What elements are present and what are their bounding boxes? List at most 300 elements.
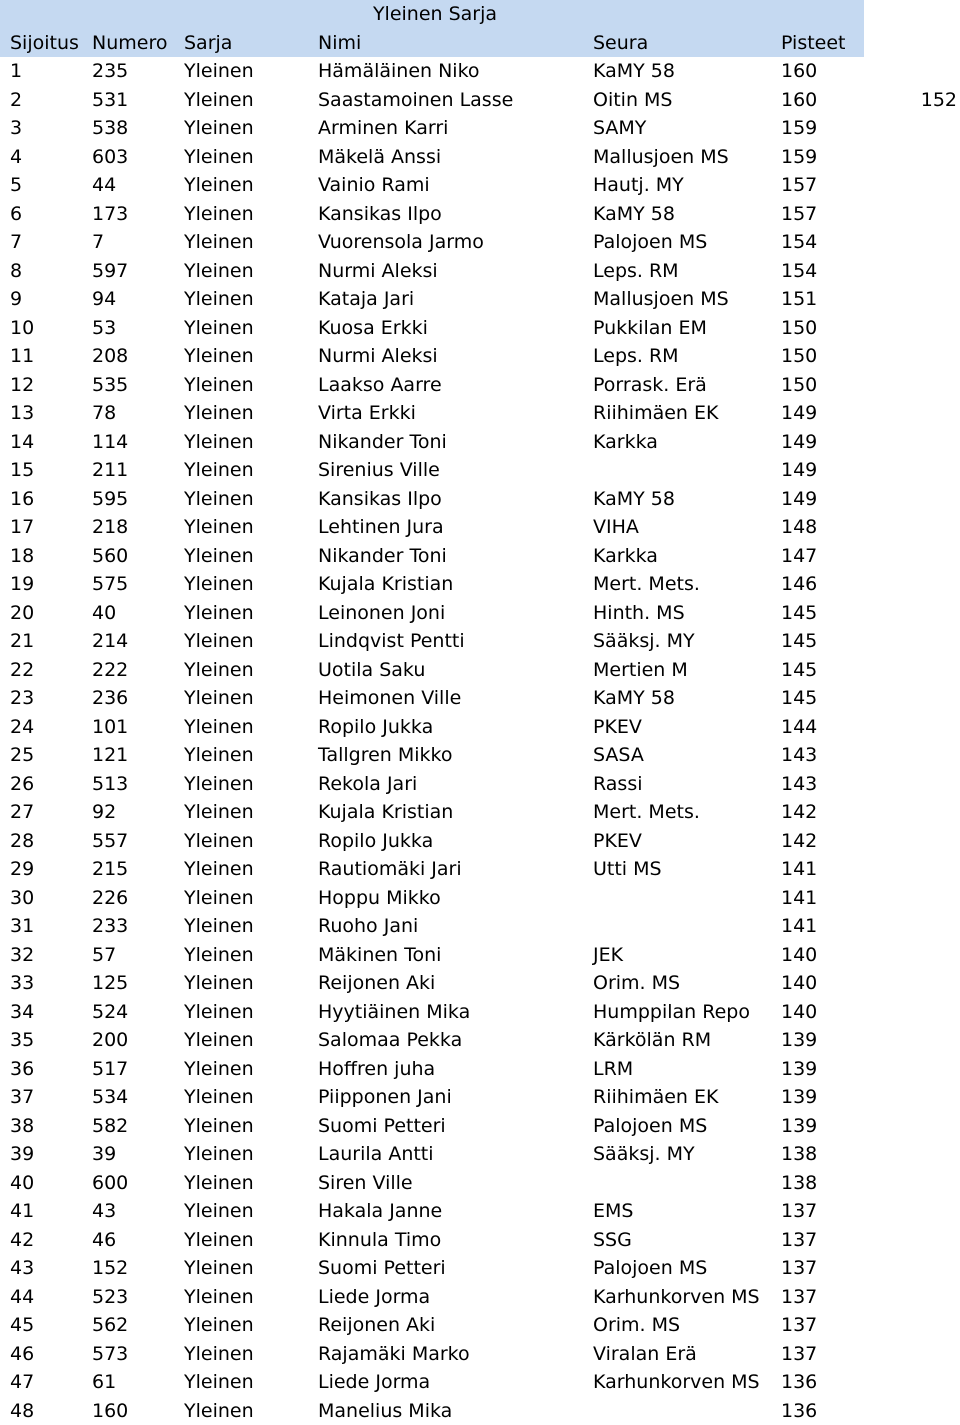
rank-cell: 26	[10, 770, 34, 799]
name-cell: Heimonen Ville	[318, 684, 461, 713]
rank-cell: 37	[10, 1083, 34, 1112]
name-cell: Hoffren juha	[318, 1055, 435, 1084]
name-cell: Ropilo Jukka	[318, 827, 433, 856]
class-cell: Yleinen	[184, 86, 254, 115]
rank-cell: 15	[10, 456, 34, 485]
class-cell: Yleinen	[184, 228, 254, 257]
club-cell: Palojoen MS	[593, 1112, 707, 1141]
club-cell: Orim. MS	[593, 969, 680, 998]
name-cell: Arminen Karri	[318, 114, 448, 143]
name-cell: Leinonen Joni	[318, 599, 445, 628]
club-cell: SAMY	[593, 114, 646, 143]
points-cell: 142	[781, 798, 817, 827]
club-cell: Rassi	[593, 770, 643, 799]
name-cell: Kataja Jari	[318, 285, 414, 314]
club-cell: Porrask. Erä	[593, 371, 707, 400]
name-cell: Suomi Petteri	[318, 1112, 446, 1141]
sheet-title: Yleinen Sarja	[0, 0, 870, 29]
rank-cell: 4	[10, 143, 22, 172]
class-cell: Yleinen	[184, 171, 254, 200]
name-cell: Nurmi Aleksi	[318, 257, 438, 286]
club-cell: JEK	[593, 941, 623, 970]
number-cell: 562	[92, 1311, 128, 1340]
club-cell: Oitin MS	[593, 86, 673, 115]
number-cell: 39	[92, 1140, 116, 1169]
points-cell: 148	[781, 513, 817, 542]
club-cell: KaMY 58	[593, 684, 675, 713]
number-cell: 524	[92, 998, 128, 1027]
table-row	[0, 855, 960, 884]
points-cell: 138	[781, 1169, 817, 1198]
club-cell: Sääksj. MY	[593, 627, 695, 656]
class-cell: Yleinen	[184, 599, 254, 628]
class-cell: Yleinen	[184, 456, 254, 485]
points-cell: 137	[781, 1283, 817, 1312]
name-cell: Piipponen Jani	[318, 1083, 452, 1112]
points-cell: 137	[781, 1197, 817, 1226]
points-cell: 140	[781, 941, 817, 970]
table-row	[0, 1340, 960, 1369]
points-cell: 137	[781, 1226, 817, 1255]
name-cell: Vainio Rami	[318, 171, 430, 200]
name-cell: Hakala Janne	[318, 1197, 442, 1226]
table-row	[0, 770, 960, 799]
club-cell: Karhunkorven MS	[593, 1368, 760, 1397]
table-row	[0, 884, 960, 913]
class-cell: Yleinen	[184, 713, 254, 742]
points-cell: 145	[781, 656, 817, 685]
name-cell: Kansikas Ilpo	[318, 200, 442, 229]
club-cell: Humppilan Repo	[593, 998, 750, 1027]
class-cell: Yleinen	[184, 1140, 254, 1169]
name-cell: Nurmi Aleksi	[318, 342, 438, 371]
name-cell: Manelius Mika	[318, 1397, 452, 1425]
class-cell: Yleinen	[184, 285, 254, 314]
class-cell: Yleinen	[184, 798, 254, 827]
table-row	[0, 656, 960, 685]
table-row	[0, 741, 960, 770]
name-cell: Saastamoinen Lasse	[318, 86, 513, 115]
club-cell: Mallusjoen MS	[593, 143, 729, 172]
rank-cell: 40	[10, 1169, 34, 1198]
number-cell: 173	[92, 200, 128, 229]
name-cell: Uotila Saku	[318, 656, 425, 685]
number-cell: 575	[92, 570, 128, 599]
number-cell: 121	[92, 741, 128, 770]
points-cell: 150	[781, 314, 817, 343]
rank-cell: 27	[10, 798, 34, 827]
points-cell: 141	[781, 912, 817, 941]
name-cell: Sirenius Ville	[318, 456, 440, 485]
points-cell: 139	[781, 1055, 817, 1084]
table-row	[0, 1083, 960, 1112]
number-cell: 61	[92, 1368, 116, 1397]
club-cell: VIHA	[593, 513, 639, 542]
points-cell: 160	[781, 86, 817, 115]
table-row	[0, 171, 960, 200]
number-cell: 7	[92, 228, 104, 257]
table-row	[0, 257, 960, 286]
table-row	[0, 1112, 960, 1141]
name-cell: Liede Jorma	[318, 1283, 430, 1312]
points-cell: 145	[781, 627, 817, 656]
points-cell: 150	[781, 342, 817, 371]
number-cell: 235	[92, 57, 128, 86]
class-cell: Yleinen	[184, 1112, 254, 1141]
rank-cell: 23	[10, 684, 34, 713]
table-row	[0, 86, 960, 115]
stray-value-cell: 152	[921, 86, 957, 115]
points-cell: 140	[781, 969, 817, 998]
class-cell: Yleinen	[184, 941, 254, 970]
name-cell: Suomi Petteri	[318, 1254, 446, 1283]
table-row	[0, 570, 960, 599]
class-cell: Yleinen	[184, 770, 254, 799]
class-cell: Yleinen	[184, 1283, 254, 1312]
number-cell: 535	[92, 371, 128, 400]
number-cell: 152	[92, 1254, 128, 1283]
class-cell: Yleinen	[184, 741, 254, 770]
club-cell: KaMY 58	[593, 200, 675, 229]
number-cell: 78	[92, 399, 116, 428]
name-cell: Rekola Jari	[318, 770, 417, 799]
rank-cell: 48	[10, 1397, 34, 1425]
name-cell: Reijonen Aki	[318, 969, 435, 998]
table-row	[0, 1368, 960, 1397]
rank-cell: 42	[10, 1226, 34, 1255]
number-cell: 46	[92, 1226, 116, 1255]
rank-cell: 24	[10, 713, 34, 742]
club-cell: Karkka	[593, 542, 658, 571]
number-cell: 125	[92, 969, 128, 998]
club-cell: Utti MS	[593, 855, 662, 884]
rank-cell: 30	[10, 884, 34, 913]
table-row	[0, 114, 960, 143]
table-row	[0, 371, 960, 400]
name-cell: Lehtinen Jura	[318, 513, 444, 542]
number-cell: 573	[92, 1340, 128, 1369]
table-row	[0, 1226, 960, 1255]
number-cell: 200	[92, 1026, 128, 1055]
table-row	[0, 827, 960, 856]
table-row	[0, 143, 960, 172]
club-cell: Orim. MS	[593, 1311, 680, 1340]
column-header-nimi: Nimi	[318, 29, 361, 58]
rank-cell: 9	[10, 285, 22, 314]
club-cell: Leps. RM	[593, 257, 679, 286]
table-row	[0, 485, 960, 514]
column-header-sijoitus: Sijoitus	[10, 29, 79, 58]
rank-cell: 47	[10, 1368, 34, 1397]
class-cell: Yleinen	[184, 656, 254, 685]
name-cell: Kujala Kristian	[318, 798, 453, 827]
name-cell: Laakso Aarre	[318, 371, 442, 400]
club-cell: Karkka	[593, 428, 658, 457]
club-cell: Karhunkorven MS	[593, 1283, 760, 1312]
table-row	[0, 456, 960, 485]
number-cell: 40	[92, 599, 116, 628]
club-cell: Mert. Mets.	[593, 798, 700, 827]
class-cell: Yleinen	[184, 1397, 254, 1425]
rank-cell: 31	[10, 912, 34, 941]
name-cell: Rajamäki Marko	[318, 1340, 470, 1369]
class-cell: Yleinen	[184, 1311, 254, 1340]
number-cell: 531	[92, 86, 128, 115]
points-cell: 137	[781, 1340, 817, 1369]
table-row	[0, 1169, 960, 1198]
points-cell: 159	[781, 114, 817, 143]
class-cell: Yleinen	[184, 257, 254, 286]
rank-cell: 13	[10, 399, 34, 428]
points-cell: 146	[781, 570, 817, 599]
class-cell: Yleinen	[184, 371, 254, 400]
class-cell: Yleinen	[184, 855, 254, 884]
club-cell: Sääksj. MY	[593, 1140, 695, 1169]
table-row	[0, 1140, 960, 1169]
table-row	[0, 998, 960, 1027]
table-row	[0, 1055, 960, 1084]
class-cell: Yleinen	[184, 57, 254, 86]
rank-cell: 18	[10, 542, 34, 571]
rank-cell: 2	[10, 86, 22, 115]
table-row	[0, 912, 960, 941]
rank-cell: 41	[10, 1197, 34, 1226]
name-cell: Kinnula Timo	[318, 1226, 441, 1255]
points-cell: 157	[781, 200, 817, 229]
column-header-sarja: Sarja	[184, 29, 232, 58]
rank-cell: 25	[10, 741, 34, 770]
table-row	[0, 342, 960, 371]
club-cell: Kärkölän RM	[593, 1026, 711, 1055]
table-row	[0, 1197, 960, 1226]
name-cell: Hämäläinen Niko	[318, 57, 480, 86]
name-cell: Mäkinen Toni	[318, 941, 441, 970]
points-cell: 139	[781, 1112, 817, 1141]
class-cell: Yleinen	[184, 1197, 254, 1226]
number-cell: 57	[92, 941, 116, 970]
name-cell: Ruoho Jani	[318, 912, 418, 941]
club-cell: SASA	[593, 741, 644, 770]
table-row	[0, 1311, 960, 1340]
number-cell: 215	[92, 855, 128, 884]
number-cell: 211	[92, 456, 128, 485]
header-row	[0, 29, 960, 58]
rank-cell: 14	[10, 428, 34, 457]
rank-cell: 16	[10, 485, 34, 514]
table-row	[0, 713, 960, 742]
table-row	[0, 399, 960, 428]
club-cell: PKEV	[593, 713, 642, 742]
name-cell: Hoppu Mikko	[318, 884, 441, 913]
name-cell: Laurila Antti	[318, 1140, 434, 1169]
class-cell: Yleinen	[184, 570, 254, 599]
rank-cell: 44	[10, 1283, 34, 1312]
name-cell: Nikander Toni	[318, 428, 447, 457]
club-cell: Hinth. MS	[593, 599, 685, 628]
class-cell: Yleinen	[184, 1026, 254, 1055]
points-cell: 142	[781, 827, 817, 856]
number-cell: 233	[92, 912, 128, 941]
class-cell: Yleinen	[184, 314, 254, 343]
name-cell: Lindqvist Pentti	[318, 627, 465, 656]
points-cell: 151	[781, 285, 817, 314]
rank-cell: 8	[10, 257, 22, 286]
points-cell: 149	[781, 428, 817, 457]
number-cell: 513	[92, 770, 128, 799]
rank-cell: 21	[10, 627, 34, 656]
rank-cell: 10	[10, 314, 34, 343]
number-cell: 557	[92, 827, 128, 856]
class-cell: Yleinen	[184, 542, 254, 571]
club-cell: Palojoen MS	[593, 228, 707, 257]
rank-cell: 46	[10, 1340, 34, 1369]
table-row	[0, 798, 960, 827]
table-row	[0, 542, 960, 571]
rank-cell: 29	[10, 855, 34, 884]
class-cell: Yleinen	[184, 627, 254, 656]
rank-cell: 43	[10, 1254, 34, 1283]
rank-cell: 11	[10, 342, 34, 371]
points-cell: 141	[781, 855, 817, 884]
number-cell: 44	[92, 171, 116, 200]
rank-cell: 19	[10, 570, 34, 599]
class-cell: Yleinen	[184, 1083, 254, 1112]
rank-cell: 33	[10, 969, 34, 998]
club-cell: Palojoen MS	[593, 1254, 707, 1283]
club-cell: Hautj. MY	[593, 171, 684, 200]
points-cell: 143	[781, 741, 817, 770]
table-row	[0, 941, 960, 970]
points-cell: 136	[781, 1368, 817, 1397]
column-header-numero: Numero	[92, 29, 167, 58]
class-cell: Yleinen	[184, 513, 254, 542]
number-cell: 603	[92, 143, 128, 172]
club-cell: Viralan Erä	[593, 1340, 697, 1369]
column-header-pisteet: Pisteet	[781, 29, 846, 58]
points-cell: 149	[781, 456, 817, 485]
name-cell: Kansikas Ilpo	[318, 485, 442, 514]
table-row	[0, 200, 960, 229]
points-cell: 143	[781, 770, 817, 799]
name-cell: Kuosa Erkki	[318, 314, 428, 343]
rank-cell: 1	[10, 57, 22, 86]
rank-cell: 3	[10, 114, 22, 143]
number-cell: 53	[92, 314, 116, 343]
table-row	[0, 428, 960, 457]
class-cell: Yleinen	[184, 827, 254, 856]
name-cell: Ropilo Jukka	[318, 713, 433, 742]
points-cell: 140	[781, 998, 817, 1027]
class-cell: Yleinen	[184, 342, 254, 371]
club-cell: PKEV	[593, 827, 642, 856]
number-cell: 595	[92, 485, 128, 514]
class-cell: Yleinen	[184, 1368, 254, 1397]
class-cell: Yleinen	[184, 1340, 254, 1369]
rank-cell: 32	[10, 941, 34, 970]
table-row	[0, 57, 960, 86]
points-cell: 139	[781, 1026, 817, 1055]
number-cell: 114	[92, 428, 128, 457]
table-row	[0, 513, 960, 542]
table-row	[0, 314, 960, 343]
club-cell: KaMY 58	[593, 57, 675, 86]
club-cell: Pukkilan EM	[593, 314, 707, 343]
table-row	[0, 1397, 960, 1425]
number-cell: 517	[92, 1055, 128, 1084]
name-cell: Virta Erkki	[318, 399, 416, 428]
points-cell: 157	[781, 171, 817, 200]
class-cell: Yleinen	[184, 1226, 254, 1255]
column-header-seura: Seura	[593, 29, 648, 58]
number-cell: 208	[92, 342, 128, 371]
points-cell: 149	[781, 485, 817, 514]
table-row	[0, 285, 960, 314]
club-cell: Riihimäen EK	[593, 1083, 718, 1112]
points-cell: 154	[781, 228, 817, 257]
number-cell: 214	[92, 627, 128, 656]
points-cell: 137	[781, 1254, 817, 1283]
rank-cell: 28	[10, 827, 34, 856]
class-cell: Yleinen	[184, 912, 254, 941]
name-cell: Tallgren Mikko	[318, 741, 453, 770]
table-row	[0, 599, 960, 628]
number-cell: 218	[92, 513, 128, 542]
table-row	[0, 684, 960, 713]
club-cell: LRM	[593, 1055, 633, 1084]
number-cell: 560	[92, 542, 128, 571]
table-row	[0, 969, 960, 998]
name-cell: Rautiomäki Jari	[318, 855, 462, 884]
points-cell: 154	[781, 257, 817, 286]
class-cell: Yleinen	[184, 114, 254, 143]
rank-cell: 12	[10, 371, 34, 400]
points-cell: 144	[781, 713, 817, 742]
name-cell: Liede Jorma	[318, 1368, 430, 1397]
name-cell: Mäkelä Anssi	[318, 143, 441, 172]
number-cell: 101	[92, 713, 128, 742]
table-row	[0, 1026, 960, 1055]
class-cell: Yleinen	[184, 1055, 254, 1084]
points-cell: 141	[781, 884, 817, 913]
rank-cell: 7	[10, 228, 22, 257]
rank-cell: 20	[10, 599, 34, 628]
table-row	[0, 1254, 960, 1283]
points-cell: 160	[781, 57, 817, 86]
number-cell: 523	[92, 1283, 128, 1312]
rank-cell: 45	[10, 1311, 34, 1340]
class-cell: Yleinen	[184, 884, 254, 913]
rank-cell: 5	[10, 171, 22, 200]
class-cell: Yleinen	[184, 485, 254, 514]
class-cell: Yleinen	[184, 428, 254, 457]
rank-cell: 39	[10, 1140, 34, 1169]
class-cell: Yleinen	[184, 1254, 254, 1283]
club-cell: Mallusjoen MS	[593, 285, 729, 314]
name-cell: Hyytiäinen Mika	[318, 998, 470, 1027]
club-cell: KaMY 58	[593, 485, 675, 514]
rank-cell: 22	[10, 656, 34, 685]
rank-cell: 17	[10, 513, 34, 542]
number-cell: 222	[92, 656, 128, 685]
number-cell: 597	[92, 257, 128, 286]
points-cell: 159	[781, 143, 817, 172]
number-cell: 600	[92, 1169, 128, 1198]
points-cell: 136	[781, 1397, 817, 1425]
points-cell: 137	[781, 1311, 817, 1340]
number-cell: 534	[92, 1083, 128, 1112]
table-row	[0, 627, 960, 656]
name-cell: Nikander Toni	[318, 542, 447, 571]
